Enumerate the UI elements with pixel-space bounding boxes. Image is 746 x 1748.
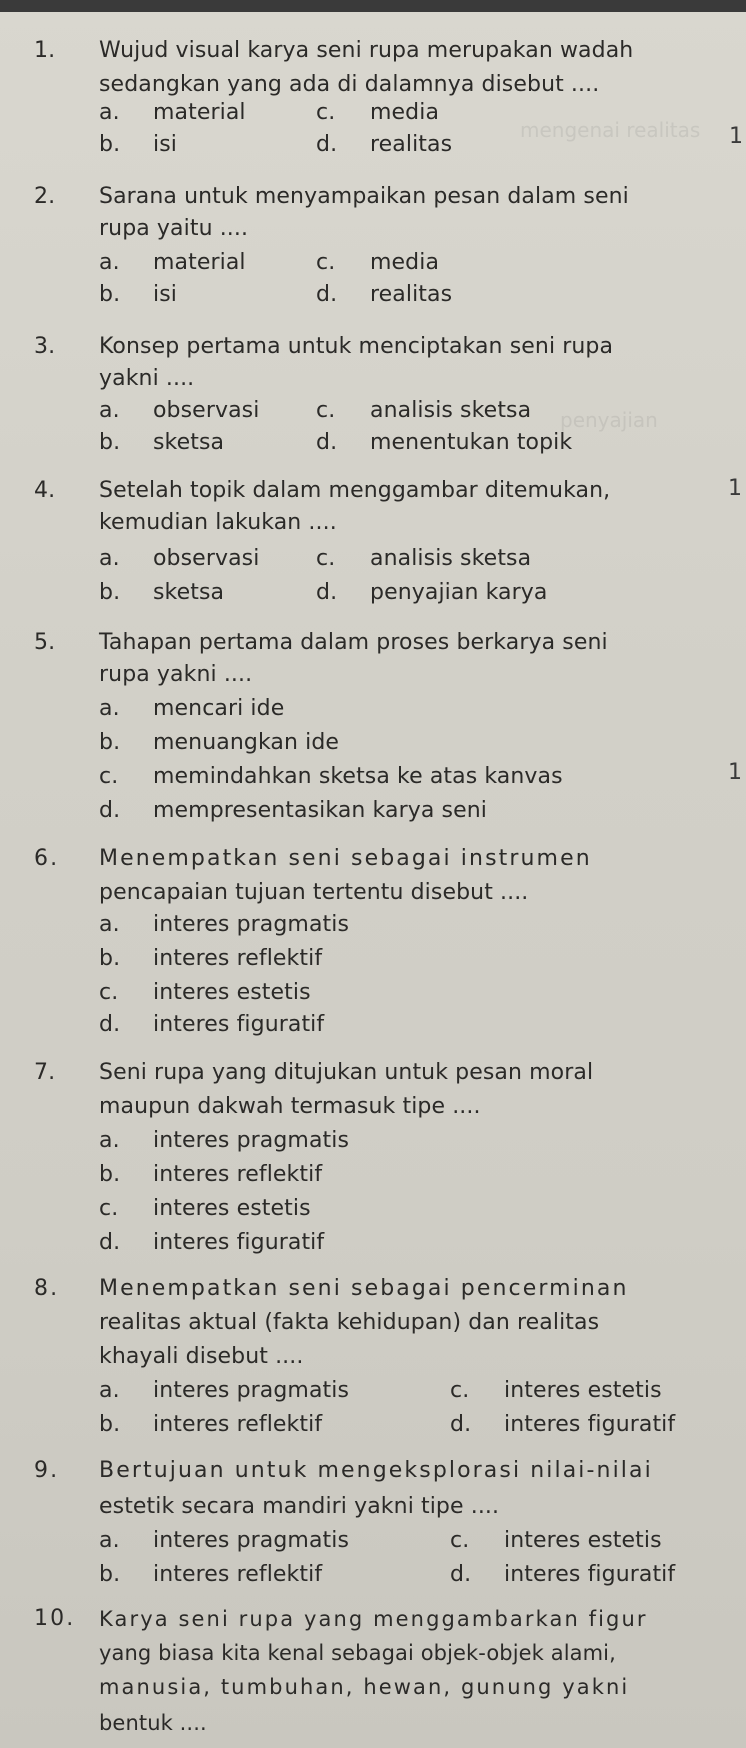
option-d[interactable]: d. interes figuratif (450, 1412, 676, 1437)
option-a[interactable]: a. interes pragmatis (99, 912, 350, 937)
option-c[interactable]: c. interes estetis (450, 1378, 662, 1403)
question-text: Sarana untuk menyampaikan pesan dalam seni (99, 184, 629, 209)
page-top-edge (0, 0, 746, 12)
question-number: 1. (34, 38, 56, 63)
option-c[interactable]: c. analisis sketsa (316, 546, 532, 571)
question-text: yakni .... (99, 366, 195, 391)
question-text: maupun dakwah termasuk tipe .... (99, 1094, 481, 1119)
option-d[interactable]: d. interes figuratif (450, 1562, 676, 1587)
question-text: sedangkan yang ada di dalamnya disebut .... (99, 72, 600, 97)
option-a[interactable]: a. material (99, 100, 246, 125)
question-text: realitas aktual (fakta kehidupan) dan realitas (99, 1310, 600, 1335)
option-b[interactable]: b. interes reflektif (99, 1562, 323, 1587)
option-c[interactable]: c. memindahkan sketsa ke atas kanvas (99, 764, 563, 789)
question-text: Bertujuan untuk mengeksplorasi nilai-nilai (99, 1458, 653, 1483)
option-a[interactable]: a. mencari ide (99, 696, 285, 721)
option-d[interactable]: d. interes figuratif (99, 1012, 325, 1037)
option-a[interactable]: a. observasi (99, 546, 260, 571)
question-text: yang biasa kita kenal sebagai objek-objek alami, (99, 1641, 616, 1665)
option-c[interactable]: c. interes estetis (450, 1528, 662, 1553)
question-text: Tahapan pertama dalam proses berkarya seni (99, 630, 608, 655)
question-text: bentuk .... (99, 1711, 207, 1735)
option-c[interactable]: c. analisis sketsa (316, 398, 532, 423)
option-c[interactable]: c. media (316, 100, 440, 125)
option-b[interactable]: b. interes reflektif (99, 946, 323, 971)
question-text: Seni rupa yang ditujukan untuk pesan moral (99, 1060, 594, 1085)
question-text: kemudian lakukan .... (99, 510, 337, 535)
option-c[interactable]: c. interes estetis (99, 980, 311, 1005)
question-number: 10. (34, 1606, 76, 1631)
option-d[interactable]: d. realitas (316, 282, 453, 307)
option-d[interactable]: d. interes figuratif (99, 1230, 325, 1255)
question-text: manusia, tumbuhan, hewan, gunung yakni (99, 1675, 630, 1699)
bleed-through-text: mengenai realitas (520, 118, 701, 142)
question-text: Setelah topik dalam menggambar ditemukan, (99, 478, 611, 503)
option-b[interactable]: b. interes reflektif (99, 1162, 323, 1187)
option-b[interactable]: b. menuangkan ide (99, 730, 340, 755)
option-b[interactable]: b. interes reflektif (99, 1412, 323, 1437)
option-b[interactable]: b. sketsa (99, 580, 225, 605)
question-text: Menempatkan seni sebagai instrumen (99, 846, 592, 871)
question-text: rupa yakni .... (99, 662, 253, 687)
question-number: 4. (34, 478, 56, 503)
margin-mark: 1 (728, 760, 742, 785)
option-c[interactable]: c. media (316, 250, 440, 275)
option-c[interactable]: c. interes estetis (99, 1196, 311, 1221)
question-number: 7. (34, 1060, 56, 1085)
question-text: Wujud visual karya seni rupa merupakan wadah (99, 38, 634, 63)
question-number: 8. (34, 1276, 60, 1301)
question-text: Karya seni rupa yang menggambarkan figur (99, 1607, 648, 1631)
question-number: 9. (34, 1458, 60, 1483)
option-b[interactable]: b. sketsa (99, 430, 225, 455)
option-d[interactable]: d. penyajian karya (316, 580, 548, 605)
option-a[interactable]: a. interes pragmatis (99, 1128, 350, 1153)
option-a[interactable]: a. observasi (99, 398, 260, 423)
bleed-through-text: penyajian (560, 408, 658, 432)
question-number: 3. (34, 334, 56, 359)
option-d[interactable]: d. realitas (316, 132, 453, 157)
question-number: 6. (34, 846, 60, 871)
question-text: khayali disebut .... (99, 1344, 304, 1369)
question-text: rupa yaitu .... (99, 216, 249, 241)
question-number: 5. (34, 630, 56, 655)
option-a[interactable]: a. material (99, 250, 246, 275)
option-a[interactable]: a. interes pragmatis (99, 1528, 350, 1553)
question-number: 2. (34, 184, 56, 209)
question-text: pencapaian tujuan tertentu disebut .... (99, 880, 529, 905)
option-d[interactable]: d. mempresentasikan karya seni (99, 798, 487, 823)
option-b[interactable]: b. isi (99, 132, 177, 157)
margin-mark: 1 (729, 124, 743, 149)
option-a[interactable]: a. interes pragmatis (99, 1378, 350, 1403)
question-text: Konsep pertama untuk menciptakan seni rupa (99, 334, 614, 359)
question-text: Menempatkan seni sebagai pencerminan (99, 1276, 629, 1301)
option-b[interactable]: b. isi (99, 282, 177, 307)
option-d[interactable]: d. menentukan topik (316, 430, 573, 455)
margin-mark: 1 (728, 476, 742, 501)
question-text: estetik secara mandiri yakni tipe .... (99, 1494, 500, 1519)
